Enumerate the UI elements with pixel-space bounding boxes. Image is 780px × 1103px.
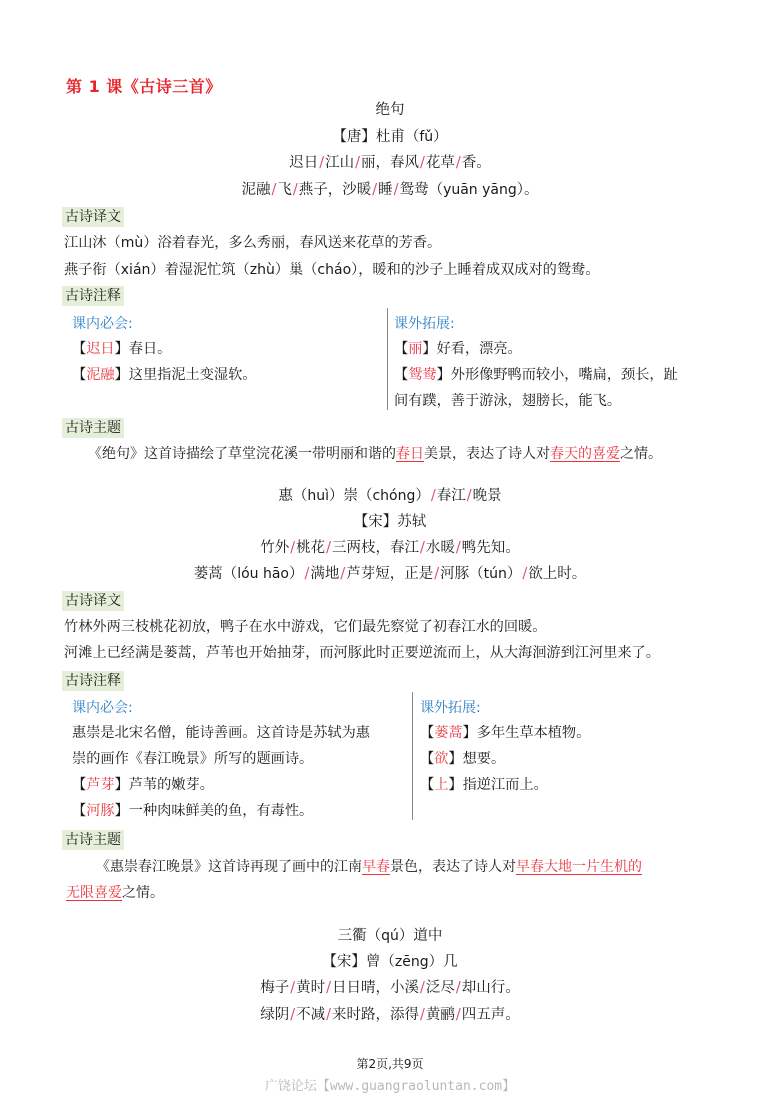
seg: 燕子，沙暖 bbox=[298, 182, 372, 198]
seg: 迟日 bbox=[289, 155, 319, 171]
note-item: 【泥融】这里指泥土变湿软。 bbox=[72, 367, 257, 383]
notes-in-heading: 课内必会: bbox=[72, 700, 133, 716]
notes-ext-heading: 课外拓展: bbox=[420, 700, 481, 716]
theme-text: 《惠崇春江晚景》这首诗再现了画中的江南早春景色，表达了诗人对早春大地一片生机的 bbox=[96, 859, 642, 875]
poem1-author: 【唐】杜甫（fǔ） bbox=[332, 129, 448, 145]
column-divider bbox=[387, 308, 388, 410]
translation-line: 河滩上已经满是蒌蒿，芦苇也开始抽芽，而河豚此时正要逆流而上，从大海洄游到江河里来了。 bbox=[64, 645, 660, 661]
section-translation: 古诗译文 bbox=[62, 591, 124, 611]
poem3-line2: 绿阴/不减/来时路，添得/黄鹂/四五声。 bbox=[260, 1007, 520, 1023]
watermark: 广饶论坛【www.guangraoluntan.com】 bbox=[264, 1079, 516, 1094]
note-intro: 崇的画作《春江晚景》所写的题画诗。 bbox=[72, 751, 314, 767]
note-item: 【芦芽】芦苇的嫩芽。 bbox=[72, 777, 214, 793]
translation-line: 燕子衔（xián）着湿泥忙筑（zhù）巢（cháo），暖和的沙子上睡着成双成对的鸳鸯。 bbox=[64, 262, 600, 278]
seg: 丽，春风 bbox=[361, 155, 419, 171]
note-item: 【欲】想要。 bbox=[420, 751, 506, 767]
poem1-line1: 迟日/江山/丽，春风/花草/香。 bbox=[289, 155, 491, 171]
seg: 睡 bbox=[378, 182, 393, 198]
note-item-cont: 间有蹼，善于游泳，翅膀长，能飞。 bbox=[394, 393, 622, 409]
seg: 泥融 bbox=[241, 182, 271, 198]
poem3-author: 【宋】曾（zēng）几 bbox=[322, 954, 458, 970]
poem3-title: 三衢（qú）道中 bbox=[337, 928, 443, 944]
poem3-line1: 梅子/黄时/日日晴，小溪/泛尽/却山行。 bbox=[260, 980, 520, 996]
theme-text: 《绝句》这首诗描绘了草堂浣花溪一带明丽和谐的春日美景，表达了诗人对春天的喜爱之情。 bbox=[88, 446, 662, 462]
lesson-title: 第 1 课《古诗三首》 bbox=[66, 77, 222, 96]
column-divider bbox=[412, 692, 413, 820]
note-item: 【河豚】一种肉味鲜美的鱼，有毒性。 bbox=[72, 803, 314, 819]
note-item: 【鸳鸯】外形像野鸭而较小，嘴扁，颈长，趾 bbox=[394, 367, 678, 383]
translation-line: 江山沐（mù）浴着春光，多么秀丽，春风送来花草的芳香。 bbox=[64, 235, 442, 251]
poem2-author: 【宋】苏轼 bbox=[353, 514, 427, 530]
poem1-line2: 泥融/飞/燕子，沙暖/睡/鸳鸯（yuān yāng）。 bbox=[241, 182, 539, 198]
seg: 江山 bbox=[325, 155, 355, 171]
page-indicator: 第2页,共9页 bbox=[356, 1057, 424, 1071]
section-notes: 古诗注释 bbox=[62, 671, 124, 691]
pinyin: fǔ bbox=[419, 129, 434, 145]
theme-text-cont: 无限喜爱之情。 bbox=[66, 885, 164, 901]
section-translation: 古诗译文 bbox=[62, 207, 124, 227]
notes-ext-heading: 课外拓展: bbox=[394, 316, 455, 332]
author-name: 杜甫 bbox=[375, 129, 405, 145]
section-theme: 古诗主题 bbox=[62, 418, 124, 438]
note-intro: 惠崇是北宋名僧，能诗善画。这首诗是苏轼为惠 bbox=[72, 725, 370, 741]
seg: 飞 bbox=[277, 182, 292, 198]
seg: 鸳鸯 bbox=[399, 182, 429, 198]
note-item: 【上】指逆江而上。 bbox=[420, 777, 548, 793]
poem1-title: 绝句 bbox=[375, 102, 405, 118]
poem2-line2: 蒌蒿（lóu hāo）/满地/芦芽短，正是/河豚（tún）/欲上时。 bbox=[193, 566, 587, 582]
note-item: 【蒌蒿】多年生草本植物。 bbox=[420, 725, 591, 741]
seg: 花草 bbox=[425, 155, 455, 171]
poem2-title: 惠（huì）崇（chóng）/春江/晚景 bbox=[278, 488, 502, 504]
translation-line: 竹林外两三枝桃花初放，鸭子在水中游戏，它们最先察觉了初春江水的回暖。 bbox=[64, 619, 547, 635]
seg: 香。 bbox=[461, 155, 491, 171]
note-item: 【丽】好看，漂亮。 bbox=[394, 341, 522, 357]
section-theme: 古诗主题 bbox=[62, 830, 124, 850]
note-item: 【迟日】春日。 bbox=[72, 341, 172, 357]
notes-in-heading: 课内必会: bbox=[72, 316, 133, 332]
poem2-line1: 竹外/桃花/三两枝，春江/水暖/鸭先知。 bbox=[260, 540, 520, 556]
pinyin: yuān yāng bbox=[443, 182, 517, 198]
dynasty: 唐 bbox=[346, 129, 362, 145]
section-notes: 古诗注释 bbox=[62, 286, 124, 306]
